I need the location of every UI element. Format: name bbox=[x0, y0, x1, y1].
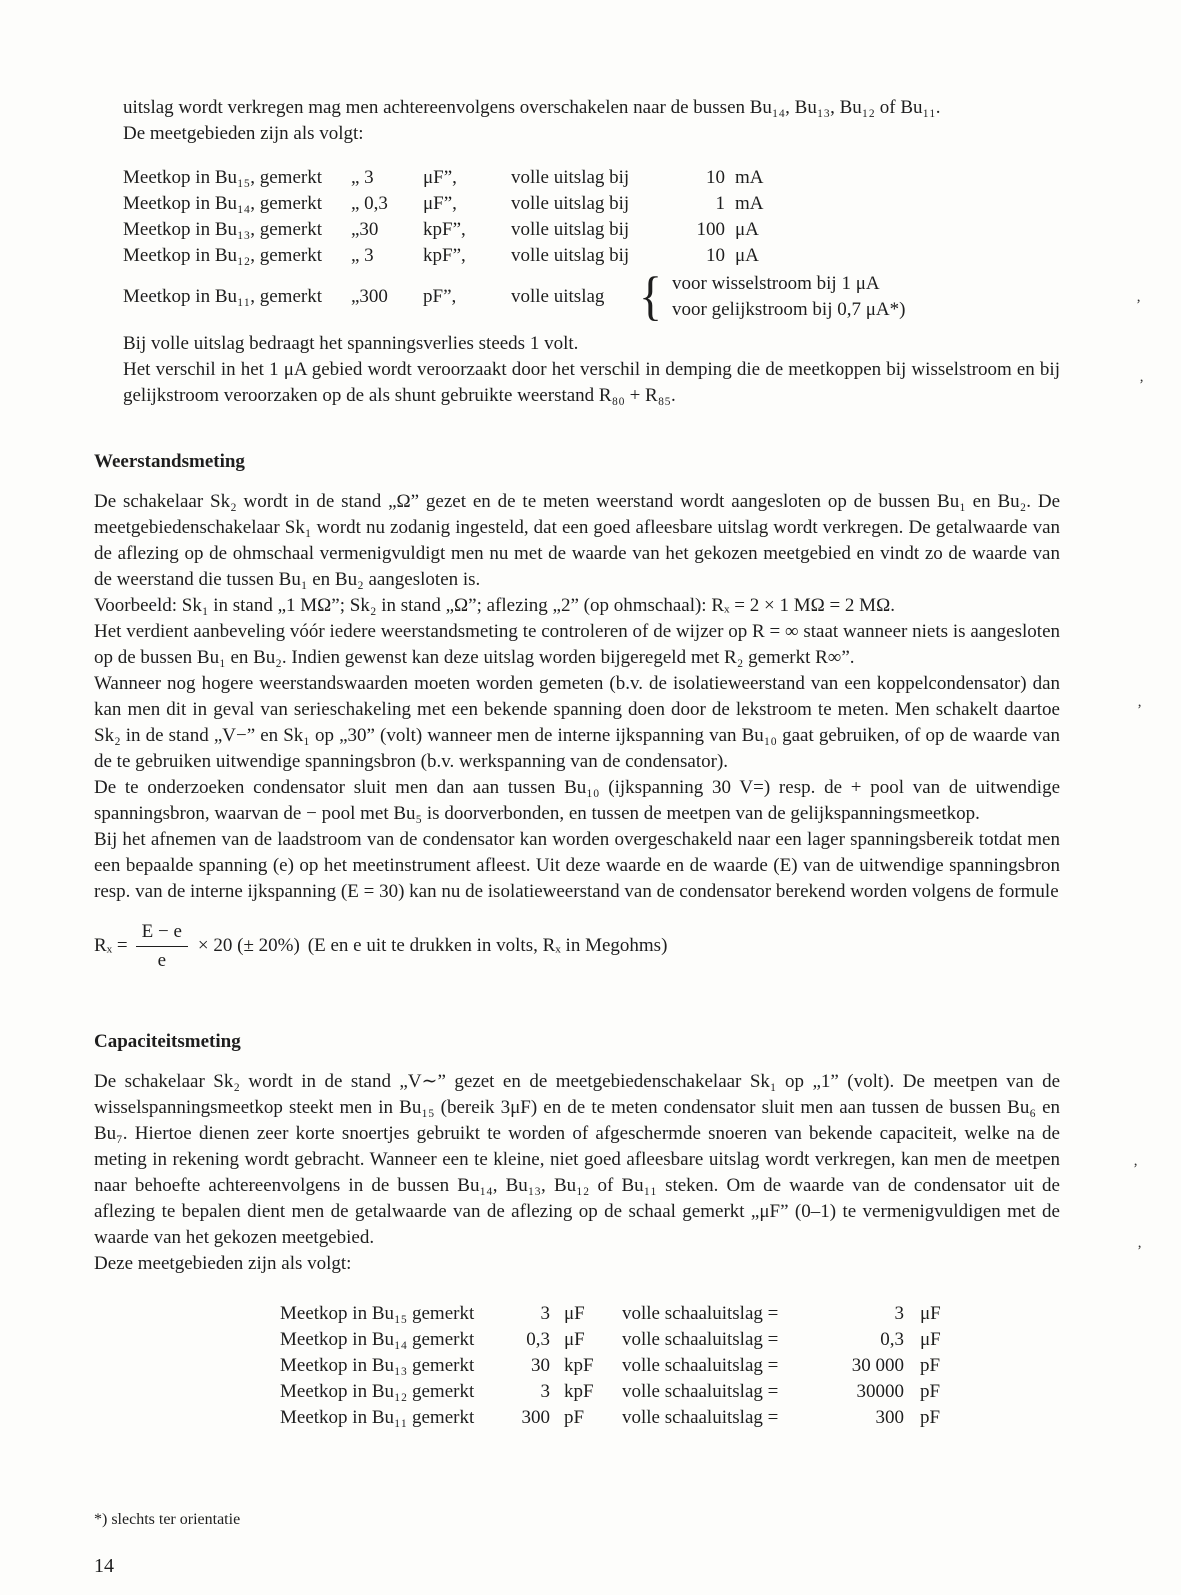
row-label: Meetkop in Bu₁₃ gemerkt bbox=[280, 1355, 475, 1376]
weerstand-paragraph-1: De schakelaar Sk₂ wordt in de stand „Ω” gezet en de te meten weerstand wordt aangesloten op de bussen Bu₁ en Bu₂. De meetgebiedenschakelaar Sk₁ wordt nu zodanig ingesteld, dat een goed afleesbare uitslag wordt verkregen. De getalwaarde van de aflezing op de ohmschaal vermenigvuldigt men nu met de waarde van het gekozen meetgebied en vindt zo de waarde van de weerstand die tussen Bu₁ en Bu₂ aangesloten is. bbox=[94, 491, 1060, 590]
formula-lhs: Rₓ = bbox=[94, 935, 128, 956]
row-result-unit: pF bbox=[920, 1407, 941, 1428]
row-mid: volle schaaluitslag = bbox=[622, 1381, 779, 1402]
meetkop-tail: volle uitslag bij bbox=[511, 245, 630, 266]
meetkop-tail: volle uitslag bbox=[511, 286, 605, 307]
meetkop-row bbox=[123, 165, 1060, 191]
meetkop-amount: 100 bbox=[696, 219, 725, 240]
row-unit: kpF bbox=[564, 1355, 594, 1376]
weerstand-paragraph-3: Het verdient aanbeveling vóór iedere weerstandsmeting te controleren of de wijzer op R = ∞ staat wanneer niets is aangesloten op de bussen Bu₁ en Bu₂. Indien gewenst kan deze uitslag worden bijgeregeld met R₂ gemerkt R∞”. bbox=[94, 621, 1060, 668]
row-result: 30 000 bbox=[851, 1355, 904, 1376]
meetkop-label: Meetkop in Bu₁₅, gemerkt bbox=[123, 167, 322, 188]
scan-artifact: ’ bbox=[1137, 702, 1142, 718]
row-label: Meetkop in Bu₁₅ gemerkt bbox=[280, 1303, 475, 1324]
meetkop-label: Meetkop in Bu₁₁, gemerkt bbox=[123, 286, 322, 307]
scan-artifact: ’ bbox=[1136, 297, 1141, 313]
meetkop-amount: 10 bbox=[706, 167, 725, 188]
intro-line1: uitslag wordt verkregen mag men achtereenvolgens overschakelen naar de bussen Bu₁₄, Bu₁₃, Bu₁₂ of Bu₁₁. bbox=[123, 97, 941, 118]
row-label: Meetkop in Bu₁₁ gemerkt bbox=[280, 1407, 475, 1428]
row-unit: kpF bbox=[564, 1381, 594, 1402]
brace-option-ac: voor wisselstroom bij 1 μA bbox=[672, 273, 880, 294]
footnote: *) slechts ter orientatie bbox=[94, 1511, 241, 1528]
row-result-unit: μF bbox=[920, 1303, 941, 1324]
meetkop-unit: kpF”, bbox=[423, 245, 466, 266]
intro-note1: Bij volle uitslag bedraagt het spanningsverlies steeds 1 volt. bbox=[123, 333, 579, 354]
row-unit: pF bbox=[564, 1407, 585, 1428]
capaciteit-paragraph-1: De schakelaar Sk₂ wordt in de stand „V∼” gezet en de meetgebiedenschakelaar Sk₁ op „1” (volt). De meetpen van de wisselspanningsmeetkop steekt men in Bu₁₅ (bereik 3μF) en de te meten condensator sluit men aan tussen de bussen Bu₆ en Bu₇. Hiertoe dienen zeer korte snoertjes gebruikt te worden of afgeschermde snoeren van bekende capaciteit, welke na de meting in rekening wordt gebracht. Wanneer een te kleine, niet goed afleesbare uitslag wordt verkregen, kan men de meetpen naar behoefte achtereenvolgens in de bussen Bu₁₄, Bu₁₃, Bu₁₂ of Bu₁₁ steken. Om de waarde van de condensator uit de aflezing te bepalen dient men de getalwaarde van de aflezing op de schaal gemerkt „μF” (0–1) te vermenigvuldigen met de waarde van het gekozen meetgebied. bbox=[94, 1071, 1060, 1248]
meetkop-row bbox=[123, 217, 1060, 243]
meetkop-value: „ 3 bbox=[351, 167, 374, 188]
weerstandsmeting-section bbox=[94, 449, 1060, 977]
meetkop-unit: μF”, bbox=[423, 193, 457, 214]
meetkop-label: Meetkop in Bu₁₂, gemerkt bbox=[123, 245, 322, 266]
row-label: Meetkop in Bu₁₄ gemerkt bbox=[280, 1329, 475, 1350]
meetgebieden-table bbox=[280, 1301, 1060, 1431]
meetkop-unit: kpF”, bbox=[423, 219, 466, 240]
meetkop-amount-unit: mA bbox=[735, 193, 764, 214]
brace-option-dc: voor gelijkstroom bij 0,7 μA*) bbox=[672, 299, 906, 320]
row-value: 0,3 bbox=[526, 1329, 550, 1350]
meetkop-amount-unit: μA bbox=[735, 219, 759, 240]
row-value: 300 bbox=[521, 1407, 550, 1428]
intro-section bbox=[123, 95, 1060, 409]
intro-note2: Het verschil in het 1 μA gebied wordt veroorzaakt door het verschil in demping die de meetkoppen bij wisselstroom en bij gelijkstroom veroorzaken op de als shunt gebruikte weerstand R₈₀ + R₈₅. bbox=[123, 359, 1060, 406]
formula-note: (E en e uit te drukken in volts, Rₓ in Megohms) bbox=[307, 935, 668, 956]
table-row bbox=[280, 1379, 1060, 1405]
meetkop-unit: pF”, bbox=[423, 286, 457, 307]
row-mid: volle schaaluitslag = bbox=[622, 1329, 779, 1350]
resistance-formula bbox=[94, 915, 1060, 977]
weerstand-paragraph-2: Voorbeeld: Sk₁ in stand „1 MΩ”; Sk₂ in stand „Ω”; aflezing „2” (op ohmschaal): Rₓ = 2 × 1 MΩ = 2 MΩ. bbox=[94, 595, 895, 616]
table-row bbox=[280, 1405, 1060, 1431]
row-result-unit: μF bbox=[920, 1329, 941, 1350]
capaciteitsmeting-heading: Capaciteitsmeting bbox=[94, 1031, 241, 1052]
meetkop-row bbox=[123, 191, 1060, 217]
meetkop-value: „ 0,3 bbox=[351, 193, 388, 214]
row-unit: μF bbox=[564, 1303, 585, 1324]
weerstand-paragraph-5: De te onderzoeken condensator sluit men dan aan tussen Bu₁₀ (ijkspanning 30 V=) resp. de + pool van de uitwendige spanningsbron, waarvan de − pool met Bu₅ is doorverbonden, en tussen de meetpen van de gelijkspanningsmeetkop. bbox=[94, 777, 1060, 824]
row-unit: μF bbox=[564, 1329, 585, 1350]
meetkop-amount: 10 bbox=[706, 245, 725, 266]
page-content bbox=[94, 95, 1060, 1431]
formula-fraction bbox=[136, 919, 188, 974]
table-row bbox=[280, 1301, 1060, 1327]
capaciteitsmeting-section bbox=[94, 1029, 1060, 1431]
table-row bbox=[280, 1327, 1060, 1353]
meetkop-row-braced bbox=[123, 266, 1060, 327]
meetkop-value: „300 bbox=[351, 286, 388, 307]
weerstandsmeting-heading: Weerstandsmeting bbox=[94, 451, 245, 472]
weerstand-paragraph-4: Wanneer nog hogere weerstandswaarden moeten worden gemeten (b.v. de isolatieweerstand van een koppelcondensator) dan kan men dit in geval van serieschakeling met een bekende spanning doen door de lekstroom te meten. Men schakelt daartoe Sk₂ in de stand „V−” en Sk₁ op „30” (volt) wanneer men de interne ijkspanning van Bu₁₀ gaat gebruiken, of op de waarde van de te gebruiken uitwendige spanningsbron (b.v. werkspanning van de condensator). bbox=[94, 673, 1060, 772]
row-value: 30 bbox=[531, 1355, 550, 1376]
row-label: Meetkop in Bu₁₂ gemerkt bbox=[280, 1381, 475, 1402]
row-result: 30000 bbox=[856, 1381, 904, 1402]
meetkop-amount-unit: mA bbox=[735, 167, 764, 188]
meetkop-label: Meetkop in Bu₁₃, gemerkt bbox=[123, 219, 322, 240]
weerstand-paragraph-6: Bij het afnemen van de laadstroom van de condensator kan worden overgeschakeld naar een lager spanningsbereik totdat men een bepaalde spanning (e) op het meetinstrument afleest. Uit deze waarde en de waarde (E) van de uitwendige spanningsbron resp. van de interne ijkspanning (E = 30) kan nu de isolatieweerstand van de condensator berekend worden volgens de formule bbox=[94, 829, 1060, 902]
brace-options bbox=[672, 271, 905, 323]
meetkop-amount: 1 bbox=[715, 193, 725, 214]
row-result: 3 bbox=[894, 1303, 904, 1324]
scan-artifact: ’ bbox=[1133, 1161, 1138, 1177]
row-value: 3 bbox=[540, 1381, 550, 1402]
scan-artifact: ’ bbox=[1137, 1243, 1142, 1259]
meetkop-label: Meetkop in Bu₁₄, gemerkt bbox=[123, 193, 322, 214]
meetkop-row bbox=[123, 243, 1060, 269]
scan-artifact: ’ bbox=[1139, 377, 1144, 393]
row-result-unit: pF bbox=[920, 1355, 941, 1376]
meetkop-value: „30 bbox=[351, 219, 379, 240]
meetkop-value: „ 3 bbox=[351, 245, 374, 266]
meetkop-tail: volle uitslag bij bbox=[511, 219, 630, 240]
meetkop-range-list bbox=[123, 165, 1060, 325]
row-result-unit: pF bbox=[920, 1381, 941, 1402]
page-number: 14 bbox=[94, 1555, 114, 1577]
intro-line2: De meetgebieden zijn als volgt: bbox=[123, 123, 364, 144]
row-result: 0,3 bbox=[880, 1329, 904, 1350]
row-mid: volle schaaluitslag = bbox=[622, 1407, 779, 1428]
row-value: 3 bbox=[540, 1303, 550, 1324]
row-mid: volle schaaluitslag = bbox=[622, 1355, 779, 1376]
formula-rhs: × 20 (± 20%) bbox=[197, 935, 300, 956]
table-row bbox=[280, 1353, 1060, 1379]
meetkop-tail: volle uitslag bij bbox=[511, 193, 630, 214]
meetkop-amount-unit: μA bbox=[735, 245, 759, 266]
row-result: 300 bbox=[875, 1407, 904, 1428]
meetkop-unit: μF”, bbox=[423, 167, 457, 188]
meetkop-tail: volle uitslag bij bbox=[511, 167, 630, 188]
formula-numerator: E − e bbox=[136, 919, 188, 947]
row-mid: volle schaaluitslag = bbox=[622, 1303, 779, 1324]
formula-denominator: e bbox=[157, 949, 166, 971]
capaciteit-paragraph-2: Deze meetgebieden zijn als volgt: bbox=[94, 1253, 352, 1274]
brace-glyph: { bbox=[639, 266, 663, 327]
